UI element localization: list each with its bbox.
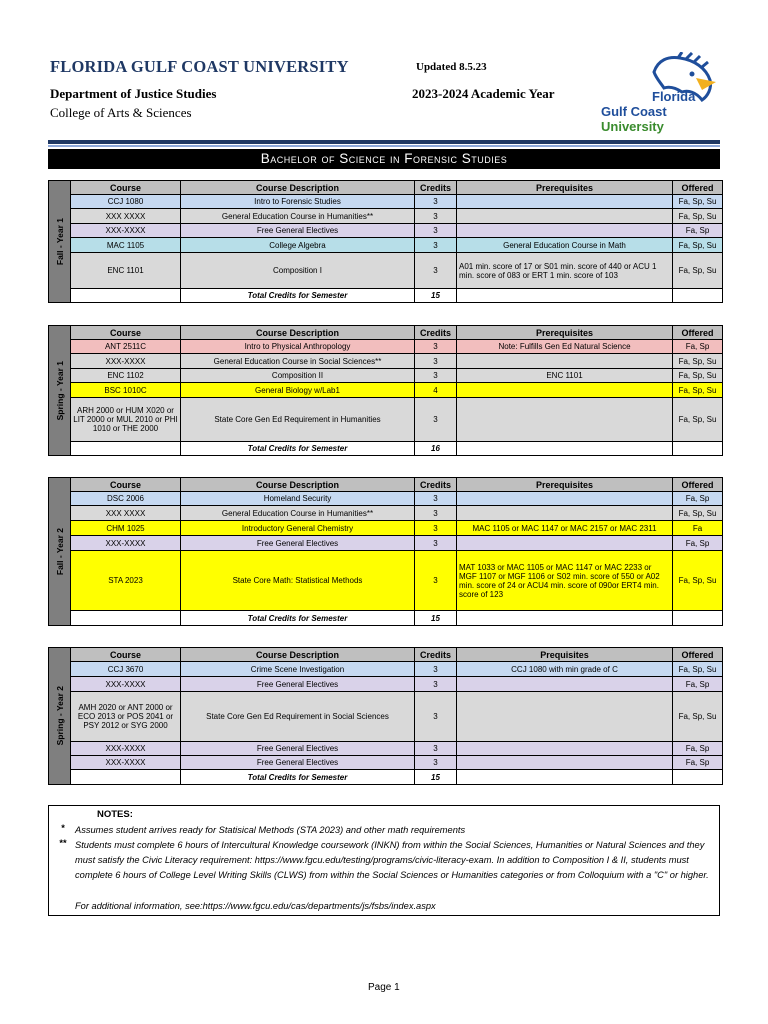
col-header-prerequisites: Prerequisites — [457, 478, 673, 492]
note-marker: * — [61, 823, 65, 833]
course-prereq — [457, 195, 673, 209]
course-description: General Biology w/Lab1 — [181, 383, 415, 398]
course-credits: 3 — [415, 340, 457, 354]
course-credits: 3 — [415, 253, 457, 289]
college-name: College of Arts & Sciences — [50, 105, 192, 120]
col-header-description: Course Description — [181, 648, 415, 662]
table-row — [49, 383, 723, 398]
course-description: State Core Math: Statistical Methods — [181, 551, 415, 611]
note-text: Assumes student arrives ready for Statisical Methods (STA 2023) and other math requirements — [75, 825, 466, 835]
table-row — [49, 521, 723, 536]
course-credits: 4 — [415, 383, 457, 398]
col-header-prerequisites: Prerequisites — [457, 181, 673, 195]
course-offered: Fa, Sp — [673, 224, 723, 238]
course-description: State Core Gen Ed Requirement in Social Sciences — [181, 692, 415, 742]
course-credits: 3 — [415, 521, 457, 536]
table-row — [49, 354, 723, 369]
col-header-prerequisites: Prequisites — [457, 648, 673, 662]
col-header-offered: Offered — [673, 478, 723, 492]
col-header-description: Course Description — [181, 478, 415, 492]
course-description: Intro to Physical Anthropology — [181, 340, 415, 354]
course-credits: 3 — [415, 692, 457, 742]
updated-date: Updated 8.5.23 — [416, 61, 487, 73]
course-offered: Fa, Sp, Su — [673, 506, 723, 521]
table-row — [49, 209, 723, 224]
course-description: State Core Gen Ed Requirement in Humanities — [181, 398, 415, 442]
course-code: XXX XXXX — [71, 506, 181, 521]
course-prereq — [457, 742, 673, 756]
course-offered: Fa, Sp, Su — [673, 209, 723, 224]
page-number: Page 1 — [368, 982, 400, 993]
col-header-description: Course Description — [181, 181, 415, 195]
course-offered: Fa, Sp, Su — [673, 383, 723, 398]
course-credits: 3 — [415, 742, 457, 756]
course-code: XXX-XXXX — [71, 742, 181, 756]
col-header-course: Course — [71, 648, 181, 662]
course-code: ANT 2511C — [71, 340, 181, 354]
total-credits: 15 — [415, 770, 457, 785]
course-credits: 3 — [415, 662, 457, 677]
course-prereq: ENC 1101 — [457, 369, 673, 383]
col-header-course: Course — [71, 181, 181, 195]
course-credits: 3 — [415, 354, 457, 369]
total-row — [49, 442, 723, 456]
course-description: Free General Electives — [181, 224, 415, 238]
course-offered: Fa — [673, 521, 723, 536]
course-description: Composition I — [181, 253, 415, 289]
course-prereq — [457, 492, 673, 506]
course-offered: Fa, Sp, Su — [673, 398, 723, 442]
total-label: Total Credits for Semester — [181, 442, 415, 456]
table-row — [49, 253, 723, 289]
course-credits: 3 — [415, 677, 457, 692]
course-description: General Education Course in Humanities** — [181, 209, 415, 224]
col-header-offered: Offered — [673, 181, 723, 195]
table-row — [49, 692, 723, 742]
course-code: CCJ 3670 — [71, 662, 181, 677]
course-credits: 3 — [415, 492, 457, 506]
table-row — [49, 551, 723, 611]
total-row — [49, 611, 723, 626]
course-description: Free General Electives — [181, 536, 415, 551]
total-credits: 15 — [415, 289, 457, 303]
course-prereq: A01 min. score of 17 or S01 min. score of 440 or ACU 1 min. score of 083 or ERT 1 min. score of 103 — [457, 253, 673, 289]
course-offered: Fa, Sp, Su — [673, 662, 723, 677]
course-code: BSC 1010C — [71, 383, 181, 398]
course-prereq: General Education Course in Math — [457, 238, 673, 253]
course-prereq — [457, 506, 673, 521]
course-offered: Fa, Sp, Su — [673, 195, 723, 209]
table-row — [49, 398, 723, 442]
program-banner: Bachelor of Science in Forensic Studies — [48, 149, 720, 169]
course-code: ARH 2000 or HUM X020 or LIT 2000 or MUL 2010 or PHI 1010 or THE 2000 — [71, 398, 181, 442]
department-name: Department of Justice Studies — [50, 86, 217, 101]
col-header-credits: Credits — [415, 181, 457, 195]
total-row — [49, 289, 723, 303]
course-offered: Fa, Sp — [673, 492, 723, 506]
course-description: General Education Course in Humanities** — [181, 506, 415, 521]
semester-table-fall-year-1 — [48, 180, 723, 303]
semester-label: Spring - Year 2 — [49, 648, 71, 785]
course-offered: Fa, Sp, Su — [673, 551, 723, 611]
course-code: XXX-XXXX — [71, 536, 181, 551]
semester-table-spring-year-2 — [48, 647, 723, 785]
course-prereq — [457, 536, 673, 551]
course-credits: 3 — [415, 756, 457, 770]
course-prereq — [457, 398, 673, 442]
total-credits: 16 — [415, 442, 457, 456]
course-code: CHM 1025 — [71, 521, 181, 536]
notes-heading: NOTES: — [97, 809, 133, 820]
course-credits: 3 — [415, 551, 457, 611]
fgcu-logo — [598, 52, 722, 136]
course-code: MAC 1105 — [71, 238, 181, 253]
course-prereq — [457, 756, 673, 770]
course-prereq: MAT 1033 or MAC 1105 or MAC 1147 or MAC 2233 or MGF 1107 or MGF 1106 or S02 min. score of 550 or A02 min. score of 24 or ACU4 min. score of 090or ERT4 min. score of 123 — [457, 551, 673, 611]
notes-box — [48, 805, 720, 916]
course-prereq: MAC 1105 or MAC 1147 or MAC 2157 or MAC 2311 — [457, 521, 673, 536]
course-code: XXX-XXXX — [71, 224, 181, 238]
academic-year: 2023-2024 Academic Year — [412, 86, 555, 101]
course-code: XXX XXXX — [71, 209, 181, 224]
col-header-description: Course Description — [181, 326, 415, 340]
logo-line-1: Florida — [652, 89, 696, 104]
course-description: Crime Scene Investigation — [181, 662, 415, 677]
table-row — [49, 506, 723, 521]
course-credits: 3 — [415, 506, 457, 521]
total-label: Total Credits for Semester — [181, 770, 415, 785]
course-prereq — [457, 224, 673, 238]
col-header-offered: Offered — [673, 648, 723, 662]
table-row — [49, 756, 723, 770]
course-offered: Fa, Sp — [673, 340, 723, 354]
header-rule-dark — [48, 140, 720, 144]
course-prereq: CCJ 1080 with min grade of C — [457, 662, 673, 677]
col-header-credits: Credits — [415, 648, 457, 662]
course-prereq — [457, 354, 673, 369]
semester-label: Spring - Year 1 — [49, 326, 71, 456]
table-row — [49, 662, 723, 677]
total-credits: 15 — [415, 611, 457, 626]
course-description: Composition II — [181, 369, 415, 383]
note-marker: ** — [59, 838, 67, 848]
course-offered: Fa, Sp — [673, 536, 723, 551]
course-offered: Fa, Sp, Su — [673, 369, 723, 383]
course-description: Free General Electives — [181, 677, 415, 692]
university-name: FLORIDA GULF COAST UNIVERSITY — [50, 57, 349, 76]
course-description: Free General Electives — [181, 742, 415, 756]
course-code: ENC 1101 — [71, 253, 181, 289]
table-row — [49, 536, 723, 551]
course-code: DSC 2006 — [71, 492, 181, 506]
course-credits: 3 — [415, 369, 457, 383]
course-credits: 3 — [415, 224, 457, 238]
table-row — [49, 742, 723, 756]
course-prereq — [457, 677, 673, 692]
table-row — [49, 238, 723, 253]
course-code: XXX-XXXX — [71, 756, 181, 770]
table-row — [49, 492, 723, 506]
note-text: Students must complete 6 hours of Intercultural Knowledge coursework (INKN) from within the Social Sciences, Humanities or Natural Sciences and they must satisfy the Civic Literacy requirement: https://www.fgcu.edu/testing/programs/civic-literacy-exam. In addition to Composition I & II, students must complete 6 hours of College Level Writing Skills (CLWS) from within the Social Sciences or Humanities categories or from Colloquium with a "C" or higher. — [75, 840, 709, 880]
table-row — [49, 340, 723, 354]
course-offered: Fa, Sp — [673, 742, 723, 756]
course-prereq — [457, 383, 673, 398]
semester-table-fall-year-2 — [48, 477, 723, 626]
course-credits: 3 — [415, 195, 457, 209]
semester-label: Fall - Year 1 — [49, 181, 71, 303]
table-row — [49, 677, 723, 692]
col-header-credits: Credits — [415, 326, 457, 340]
course-code: XXX-XXXX — [71, 354, 181, 369]
course-prereq: Note: Fulfills Gen Ed Natural Science — [457, 340, 673, 354]
course-credits: 3 — [415, 536, 457, 551]
header-rule-light — [48, 145, 720, 147]
course-code: XXX-XXXX — [71, 677, 181, 692]
course-description: Introductory General Chemistry — [181, 521, 415, 536]
course-credits: 3 — [415, 209, 457, 224]
col-header-offered: Offered — [673, 326, 723, 340]
semester-label: Fall - Year 2 — [49, 478, 71, 626]
course-credits: 3 — [415, 398, 457, 442]
course-offered: Fa, Sp — [673, 756, 723, 770]
course-code: AMH 2020 or ANT 2000 or ECO 2013 or POS 2041 or PSY 2012 or SYG 2000 — [71, 692, 181, 742]
course-offered: Fa, Sp, Su — [673, 354, 723, 369]
note-text: For additional information, see:https://www.fgcu.edu/cas/departments/js/fsbs/index.aspx — [75, 901, 436, 911]
col-header-prerequisites: Prerequisites — [457, 326, 673, 340]
course-prereq — [457, 692, 673, 742]
course-code: CCJ 1080 — [71, 195, 181, 209]
course-description: Homeland Security — [181, 492, 415, 506]
col-header-course: Course — [71, 326, 181, 340]
total-label: Total Credits for Semester — [181, 289, 415, 303]
col-header-credits: Credits — [415, 478, 457, 492]
course-credits: 3 — [415, 238, 457, 253]
course-offered: Fa, Sp — [673, 677, 723, 692]
course-prereq — [457, 209, 673, 224]
course-offered: Fa, Sp, Su — [673, 238, 723, 253]
logo-line-3: University — [601, 119, 664, 134]
course-code: STA 2023 — [71, 551, 181, 611]
logo-line-2: Gulf Coast — [601, 104, 667, 119]
total-row — [49, 770, 723, 785]
table-row — [49, 369, 723, 383]
course-offered: Fa, Sp, Su — [673, 692, 723, 742]
table-row — [49, 224, 723, 238]
col-header-course: Course — [71, 478, 181, 492]
course-code: ENC 1102 — [71, 369, 181, 383]
course-description: College Algebra — [181, 238, 415, 253]
course-description: Intro to Forensic Studies — [181, 195, 415, 209]
course-description: General Education Course in Social Sciences** — [181, 354, 415, 369]
table-row — [49, 195, 723, 209]
semester-table-spring-year-1 — [48, 325, 723, 456]
course-description: Free General Electives — [181, 756, 415, 770]
total-label: Total Credits for Semester — [181, 611, 415, 626]
course-offered: Fa, Sp, Su — [673, 253, 723, 289]
